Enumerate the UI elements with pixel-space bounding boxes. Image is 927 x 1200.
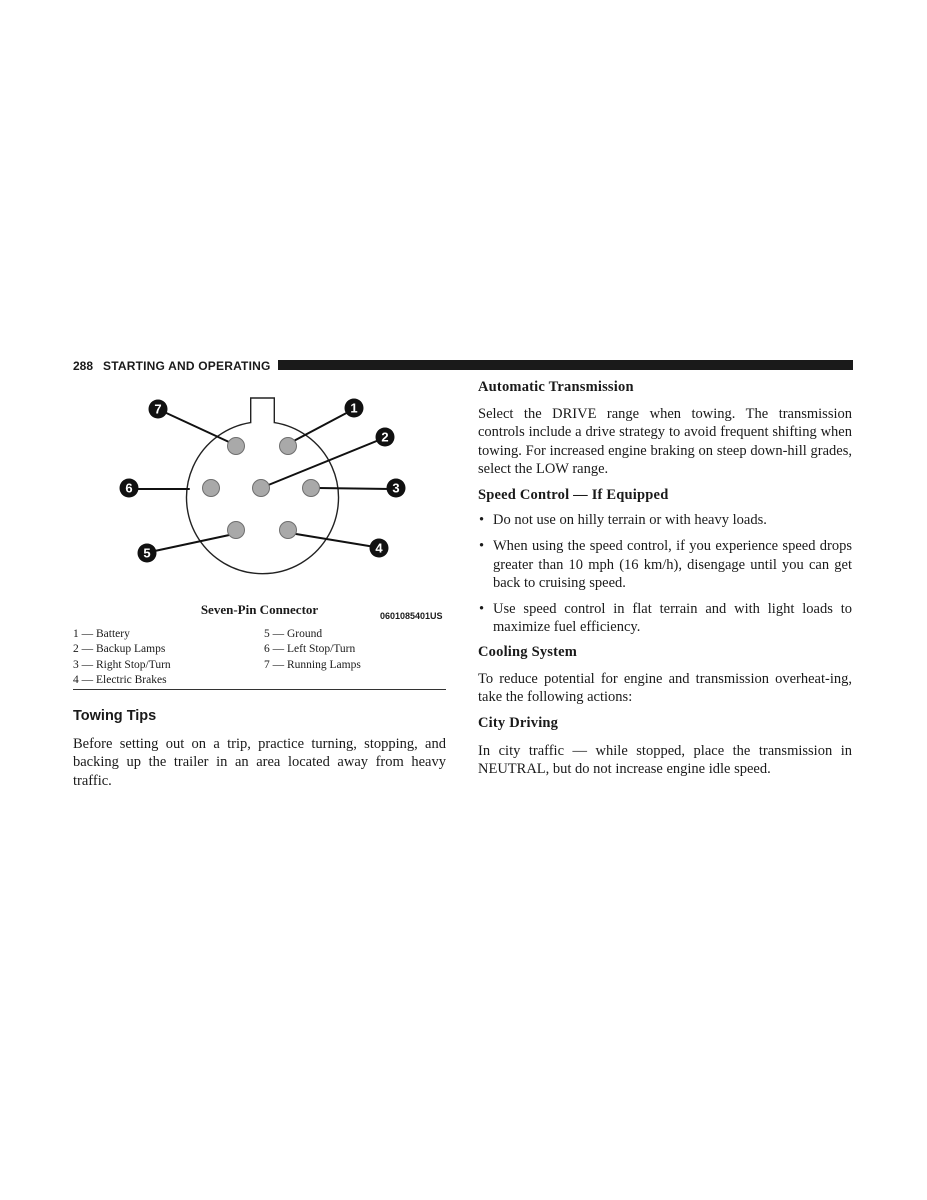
towing-tips-heading: Towing Tips: [73, 708, 157, 724]
badge-1-label: 1: [350, 400, 358, 416]
seven-pin-connector-diagram: [110, 392, 450, 624]
pin-1: [280, 438, 297, 455]
badge-7-label: 7: [154, 401, 162, 417]
pin-3: [303, 480, 320, 497]
badge-2-label: 2: [381, 429, 389, 445]
badge-5-label: 5: [143, 545, 151, 561]
legend-item: 3 — Right Stop/Turn: [73, 658, 171, 671]
pin-6: [203, 480, 220, 497]
cooling-system-heading: Cooling System: [478, 644, 578, 660]
speed-control-heading: Speed Control — If Equipped: [478, 487, 669, 503]
badge-4-label: 4: [375, 540, 383, 556]
leader-line-7: [162, 411, 229, 442]
list-item: [478, 511, 852, 529]
page-header: [73, 358, 853, 374]
list-item: [478, 537, 852, 592]
list-item: [478, 600, 852, 637]
pin-5: [228, 522, 245, 539]
list-item-text: Use speed control in flat terrain and with light loads to maximize fuel efficiency.: [493, 601, 852, 636]
section-title: STARTING AND OPERATING: [103, 359, 271, 373]
badge-3-label: 3: [392, 480, 400, 496]
legend-item: 1 — Battery: [73, 628, 130, 640]
pin-7: [228, 438, 245, 455]
bullet-icon: •: [479, 601, 485, 618]
pin-4: [280, 522, 297, 539]
automatic-transmission-heading: Automatic Transmission: [478, 379, 634, 395]
pin-2: [253, 480, 270, 497]
legend-item: 7 — Running Lamps: [264, 658, 361, 671]
towing-tips-body: Before setting out on a trip, practice turning, stopping, and backing up the trailer in an area located away from heavy traffic.: [73, 736, 446, 789]
page-number: 288: [73, 359, 94, 373]
bullet-icon: •: [479, 512, 485, 528]
leader-line-3: [318, 488, 394, 489]
legend-item: 4 — Electric Brakes: [73, 673, 167, 686]
automatic-transmission-body: Select the DRIVE range when towing. The transmission controls include a drive strategy to avoid frequent shifting when towing. For increased engine braking on steep down-hill grades, select the LOW range.: [478, 406, 852, 477]
cooling-system-body: To reduce potential for engine and transmission overheat-ing, take the following actions:: [478, 671, 852, 706]
speed-control-list: [478, 511, 852, 637]
city-driving-heading: City Driving: [478, 715, 559, 731]
badge-6-label: 6: [125, 480, 133, 496]
connector-illustration: [110, 392, 450, 624]
legend-column-left: [73, 627, 171, 688]
legend-rule: [73, 689, 446, 690]
legend-item: 5 — Ground: [264, 628, 323, 640]
legend-item: 2 — Backup Lamps: [73, 643, 166, 656]
legend-item: 6 — Left Stop/Turn: [264, 643, 356, 656]
city-driving-body: In city traffic — while stopped, place the transmission in NEUTRAL, but do not increase engine idle speed.: [478, 743, 852, 778]
list-item-text: Do not use on hilly terrain or with heavy loads.: [493, 512, 767, 528]
header-rule: [278, 360, 853, 370]
figure-code: 0601085401US: [380, 611, 443, 621]
legend-column-right: [264, 627, 361, 673]
list-item-text: When using the speed control, if you experience speed drops greater than 10 mph (16 km/h), disengage until you can get back to cruising speed.: [493, 538, 852, 591]
bullet-icon: •: [479, 538, 485, 555]
figure-caption: Seven-Pin Connector: [200, 602, 319, 617]
leader-line-1: [288, 409, 354, 444]
